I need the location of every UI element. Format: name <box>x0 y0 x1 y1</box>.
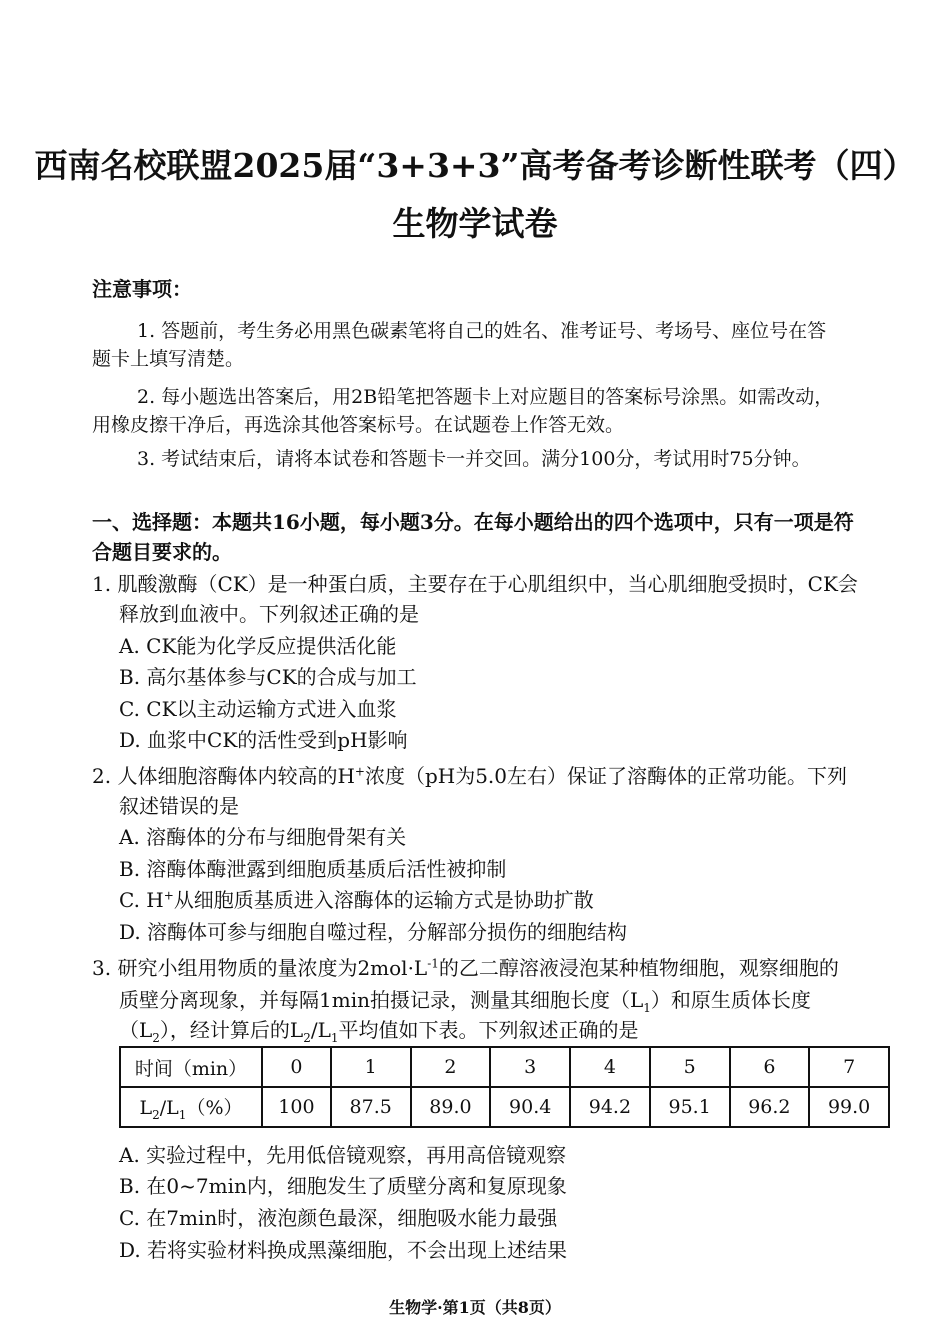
question-1-option-d: D. 血浆中CK的活性受到pH影响 <box>119 728 408 752</box>
q2c-sup: + <box>163 888 174 903</box>
table-cell: 5 <box>650 1047 730 1087</box>
notice-item-3: 3. 考试结束后，请将本试卷和答题卡一并交回。满分100分，考试用时75分钟。 <box>137 448 811 470</box>
table-cell: 0 <box>262 1047 331 1087</box>
question-2-stem-cont: 叙述错误的是 <box>119 794 239 818</box>
q3-l3-c: /L <box>310 1018 331 1042</box>
question-3-option-d: D. 若将实验材料换成黑藻细胞，不会出现上述结果 <box>119 1238 568 1262</box>
q3-l1-sup: -1 <box>427 956 439 971</box>
table-cell: 89.0 <box>411 1087 491 1127</box>
q3-l3-b: ），经计算后的L <box>159 1018 304 1042</box>
table-header-ratio <box>120 1087 262 1127</box>
q3-l3-sub2: 2 <box>303 1031 311 1045</box>
q2c-text-b: 从细胞质基质进入溶酶体的运输方式是协助扩散 <box>173 888 594 912</box>
q2-text-a: 2. 人体细胞溶酶体内较高的H <box>92 764 355 788</box>
table-cell: 96.2 <box>730 1087 810 1127</box>
question-1-option-b: B. 高尔基体参与CK的合成与加工 <box>119 665 417 689</box>
q2-sup: + <box>354 764 365 779</box>
table-cell: 7 <box>809 1047 889 1087</box>
table-cell: 4 <box>570 1047 650 1087</box>
ratio-h-a: L <box>139 1096 153 1119</box>
table-cell: 95.1 <box>650 1087 730 1127</box>
table-cell: 1 <box>331 1047 411 1087</box>
question-1-option-a: A. CK能为化学反应提供活化能 <box>119 634 397 658</box>
table-row-ratio <box>120 1087 889 1127</box>
question-1-stem-cont: 释放到血液中。下列叙述正确的是 <box>119 602 419 626</box>
table-cell: 99.0 <box>809 1087 889 1127</box>
notice-heading: 注意事项： <box>92 277 192 301</box>
question-1-option-c: C. CK以主动运输方式进入血浆 <box>119 697 397 721</box>
table-header-time: 时间（min） <box>120 1047 262 1087</box>
notice-item-1-cont: 题卡上填写清楚。 <box>92 348 245 370</box>
q3-l2-sub: 1 <box>643 1001 651 1015</box>
notice-item-1: 1. 答题前，考生务必用黑色碳素笔将自己的姓名、准考证号、考场号、座位号在答 <box>137 320 827 342</box>
question-3-option-b: B. 在0~7min内，细胞发生了质壁分离和复原现象 <box>119 1174 567 1198</box>
page-footer: 生物学·第1页（共8页） <box>389 1298 561 1317</box>
data-table <box>119 1046 890 1128</box>
notice-item-2-cont: 用橡皮擦干净后，再选涂其他答案标号。在试题卷上作答无效。 <box>92 414 625 436</box>
q3-l3-sub1: 2 <box>152 1031 160 1045</box>
table-cell: 6 <box>730 1047 810 1087</box>
q3-l3-a: （L <box>119 1018 153 1042</box>
q3-l3-d: 平均值如下表。下列叙述正确的是 <box>338 1018 639 1042</box>
exam-title: 西南名校联盟2025届“3+3+3”高考备考诊断性联考（四） <box>34 146 916 185</box>
q2-text-b: 浓度（pH为5.0左右）保证了溶酶体的正常功能。下列 <box>364 764 848 788</box>
table-cell: 100 <box>262 1087 331 1127</box>
q3-l2-b: ）和原生质体长度 <box>650 988 811 1012</box>
question-3-stem-line2 <box>119 984 811 1015</box>
question-1-stem: 1. 肌酸激酶（CK）是一种蛋白质，主要存在于心肌组织中，当心肌细胞受损时，CK会 <box>92 572 858 596</box>
question-2-option-c <box>119 884 594 913</box>
ratio-h-sub2: 1 <box>178 1107 187 1122</box>
q2c-text-a: C. H <box>119 888 164 912</box>
question-2-option-a: A. 溶酶体的分布与细胞骨架有关 <box>119 825 407 849</box>
section-heading: 一、选择题：本题共16小题，每小题3分。在每小题给出的四个选项中，只有一项是符 <box>92 510 854 534</box>
question-2-stem <box>92 760 847 789</box>
q3-l1-a: 3. 研究小组用物质的量浓度为2mol·L <box>92 956 428 980</box>
table-cell: 3 <box>490 1047 570 1087</box>
question-2-option-d: D. 溶酶体可参与细胞自噬过程，分解部分损伤的细胞结构 <box>119 920 628 944</box>
q3-l1-b: 的乙二醇溶液浸泡某种植物细胞，观察细胞的 <box>438 956 839 980</box>
table-cell: 87.5 <box>331 1087 411 1127</box>
ratio-h-c: （%） <box>186 1096 243 1119</box>
question-3-stem-line3 <box>119 1014 639 1045</box>
table-cell: 94.2 <box>570 1087 650 1127</box>
question-3-stem <box>92 952 839 981</box>
q3-l2-a: 质壁分离现象，并每隔1min拍摄记录，测量其细胞长度（L <box>119 988 644 1012</box>
notice-item-2: 2. 每小题选出答案后，用2B铅笔把答题卡上对应题目的答案标号涂黑。如需改动， <box>137 386 834 408</box>
section-heading-cont: 合题目要求的。 <box>92 540 232 564</box>
question-2-option-b: B. 溶酶体酶泄露到细胞质基质后活性被抑制 <box>119 857 507 881</box>
question-3-option-a: A. 实验过程中，先用低倍镜观察，再用高倍镜观察 <box>119 1143 567 1167</box>
exam-subject-title: 生物学试卷 <box>392 204 558 243</box>
ratio-h-sub1: 2 <box>152 1107 160 1122</box>
table-cell: 90.4 <box>490 1087 570 1127</box>
table-row-time <box>120 1047 889 1087</box>
table-cell: 2 <box>411 1047 491 1087</box>
q3-l3-sub3: 1 <box>330 1031 339 1045</box>
question-3-option-c: C. 在7min时，液泡颜色最深，细胞吸水能力最强 <box>119 1206 558 1230</box>
ratio-h-b: /L <box>159 1096 179 1119</box>
